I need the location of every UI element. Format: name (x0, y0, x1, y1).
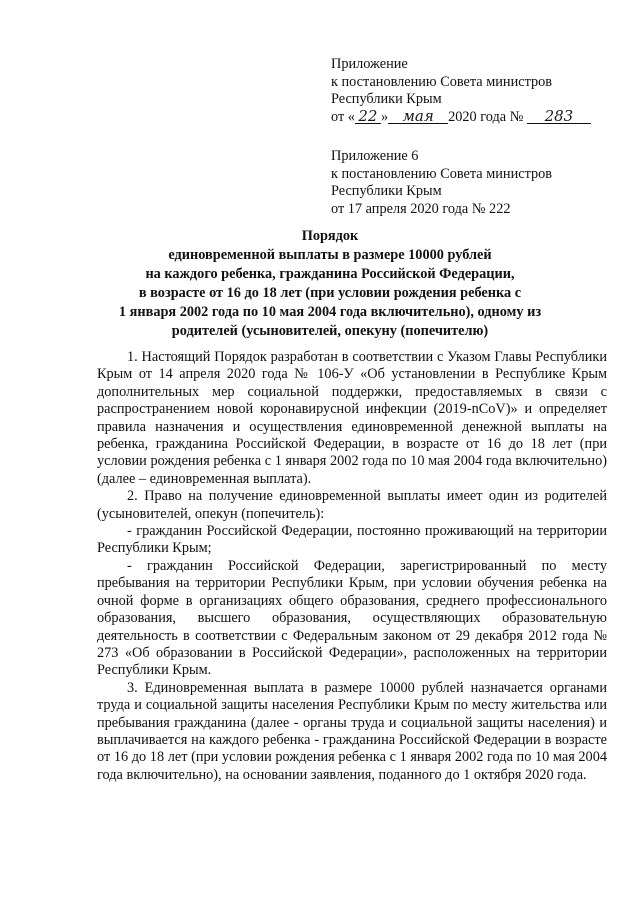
paragraph-2: 2. Право на получение единовременной выплаты имеет один из родителей (усыновителей, опекун (попечитель): (97, 488, 607, 522)
appendix6-decree-line: к постановлению Совета министров (331, 165, 553, 182)
title-line-4: в возрасте от 16 до 18 лет (при условии рождения ребенка с (138, 285, 522, 301)
appendix-republic-line: Республики Крым (331, 91, 442, 107)
title-line-6: родителей (усыновителей, опекуну (попечителю) (171, 323, 489, 339)
handwritten-day: 22 (355, 109, 381, 124)
appendix-label: Приложение (331, 56, 408, 72)
date-year-text: 2020 года № (448, 108, 524, 125)
title-line-3: на каждого ребенка, гражданина Российской Федерации, (145, 266, 515, 282)
appendix6-date-line: от 17 апреля 2020 года № 222 (331, 200, 511, 217)
appendix-date-line (331, 106, 631, 127)
paragraph-2-item-1: - гражданин Российской Федерации, постоянно проживающий на территории Республики Крым; (97, 523, 607, 557)
document-body (97, 349, 607, 784)
paragraph-1: 1. Настоящий Порядок разработан в соответствии с Указом Главы Республики Крым от 14 апреля 2020 года № 106-У «Об установлении в Республике Крым дополнительных мер социальной поддержки, предоставляемых в связи с распространением новой коронавирусной инфекции (2019-nCoV)» и определяет правила назначения и осуществления единовременной денежной выплаты на ребенка, гражданина Российской Федерации, в возрасте от 16 до 18 лет (при условии рождения ребенка с 1 января 2002 года по 10 мая 2004 года включительно) (далее – единовременная выплата). (97, 349, 607, 487)
appendix-decree-line: к постановлению Совета министров (331, 73, 553, 90)
paragraph-3: 3. Единовременная выплата в размере 10000 рублей назначается органами труда и социальной защиты населения Республики Крым по месту жительства или пребывания гражданина (далее - органы труда и социальной защиты населения) и выплачивается на каждого ребенка - гражданина Российской Федерации в возрасте от 16 до 18 лет (при условии рождения ребенка с 1 января 2002 года по 10 мая 2004 года включительно), на основании заявления, поданного до 1 октября 2020 года. (97, 679, 607, 783)
paragraph-2-item-2: - гражданин Российской Федерации, зарегистрированный по месту пребывания на территории Республики Крым, при условии обучения ребенка на очной форме в организациях общего образования, среднего профессионального образования, высшего образования, осуществляющих образовательную деятельность в соответствии с Федеральным законом от 29 декабря 2012 года № 273 «Об образовании в Российской Федерации», расположенных на территории Республики Крым. (97, 557, 607, 679)
document-title (100, 227, 560, 341)
title-line-5: 1 января 2002 года по 10 мая 2004 года включительно), одному из (118, 304, 542, 320)
title-line-1: Порядок (301, 228, 359, 244)
date-prefix: от « (331, 108, 355, 125)
title-line-2: единовременной выплаты в размере 10000 рублей (168, 247, 492, 263)
handwritten-month: мая (388, 109, 448, 124)
appendix-header (331, 56, 631, 218)
appendix6-label: Приложение 6 (331, 148, 419, 164)
handwritten-number: 283 (527, 109, 591, 124)
appendix6-republic-line: Республики Крым (331, 183, 442, 199)
date-quote-close: » (380, 108, 389, 125)
